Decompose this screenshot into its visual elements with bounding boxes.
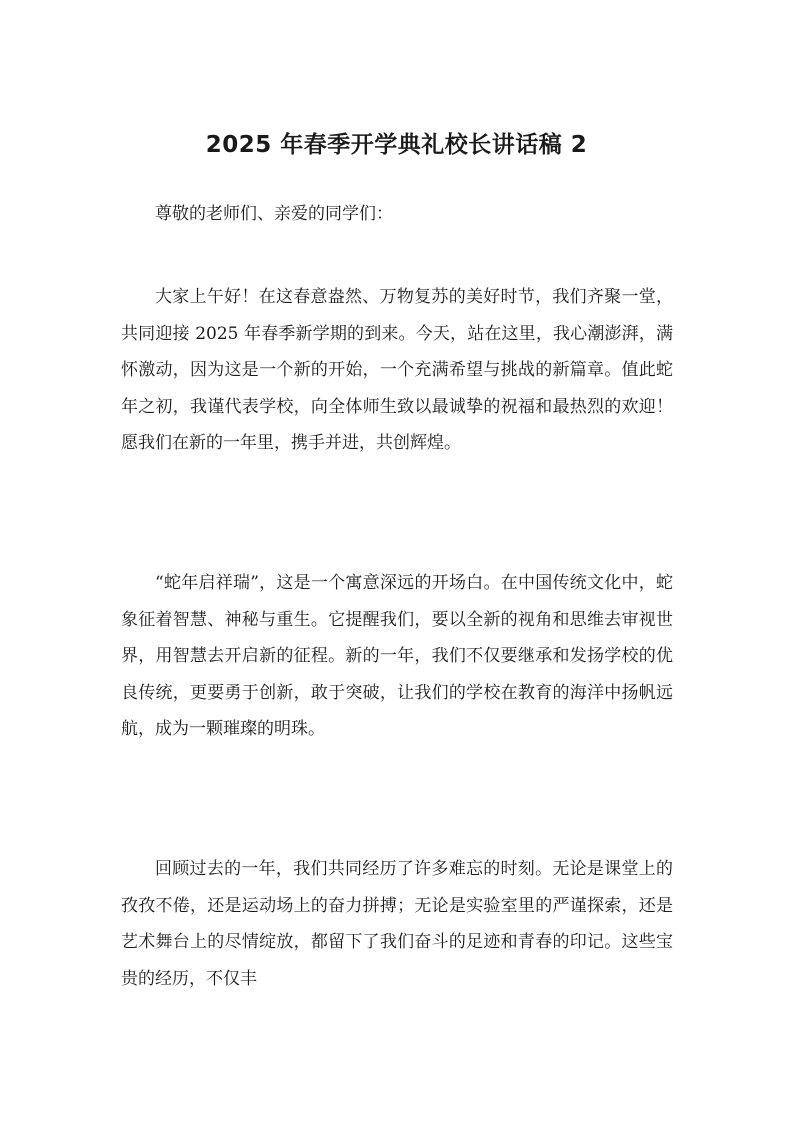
paragraph-1: 大家上午好！在这春意盎然、万物复苏的美好时节，我们齐聚一堂，共同迎接 2025 年春季新学期的到来。今天，站在这里，我心潮澎湃，满怀激动，因为这是一个新的开始，一个充满希望与挑战的新篇章。值此蛇年之初，我谨代表学校，向全体师生致以最诚挚的祝福和最热烈的欢迎！愿我们在新的一年里，携手并进，共创辉煌。 [121, 287, 673, 453]
salutation: 尊敬的老师们、亲爱的同学们： [155, 204, 393, 224]
paragraph-2: “蛇年启祥瑞”，这是一个寓意深远的开场白。在中国传统文化中，蛇象征着智慧、神秘与重生。它提醒我们，要以全新的视角和思维去审视世界，用智慧去开启新的征程。新的一年，我们不仅要继承和发扬学校的优良传统，更要勇于创新，敢于突破，让我们的学校在教育的海洋中扬帆远航，成为一颗璀璨的明珠。 [121, 573, 673, 739]
document-title: 2025 年春季开学典礼校长讲话稿 2 [205, 132, 588, 158]
paragraph-3: 回顾过去的一年，我们共同经历了许多难忘的时刻。无论是课堂上的孜孜不倦，还是运动场上的奋力拼搏；无论是实验室里的严谨探索，还是艺术舞台上的尽情绽放，都留下了我们奋斗的足迹和青春的印记。这些宝贵的经历，不仅丰 [121, 859, 673, 989]
